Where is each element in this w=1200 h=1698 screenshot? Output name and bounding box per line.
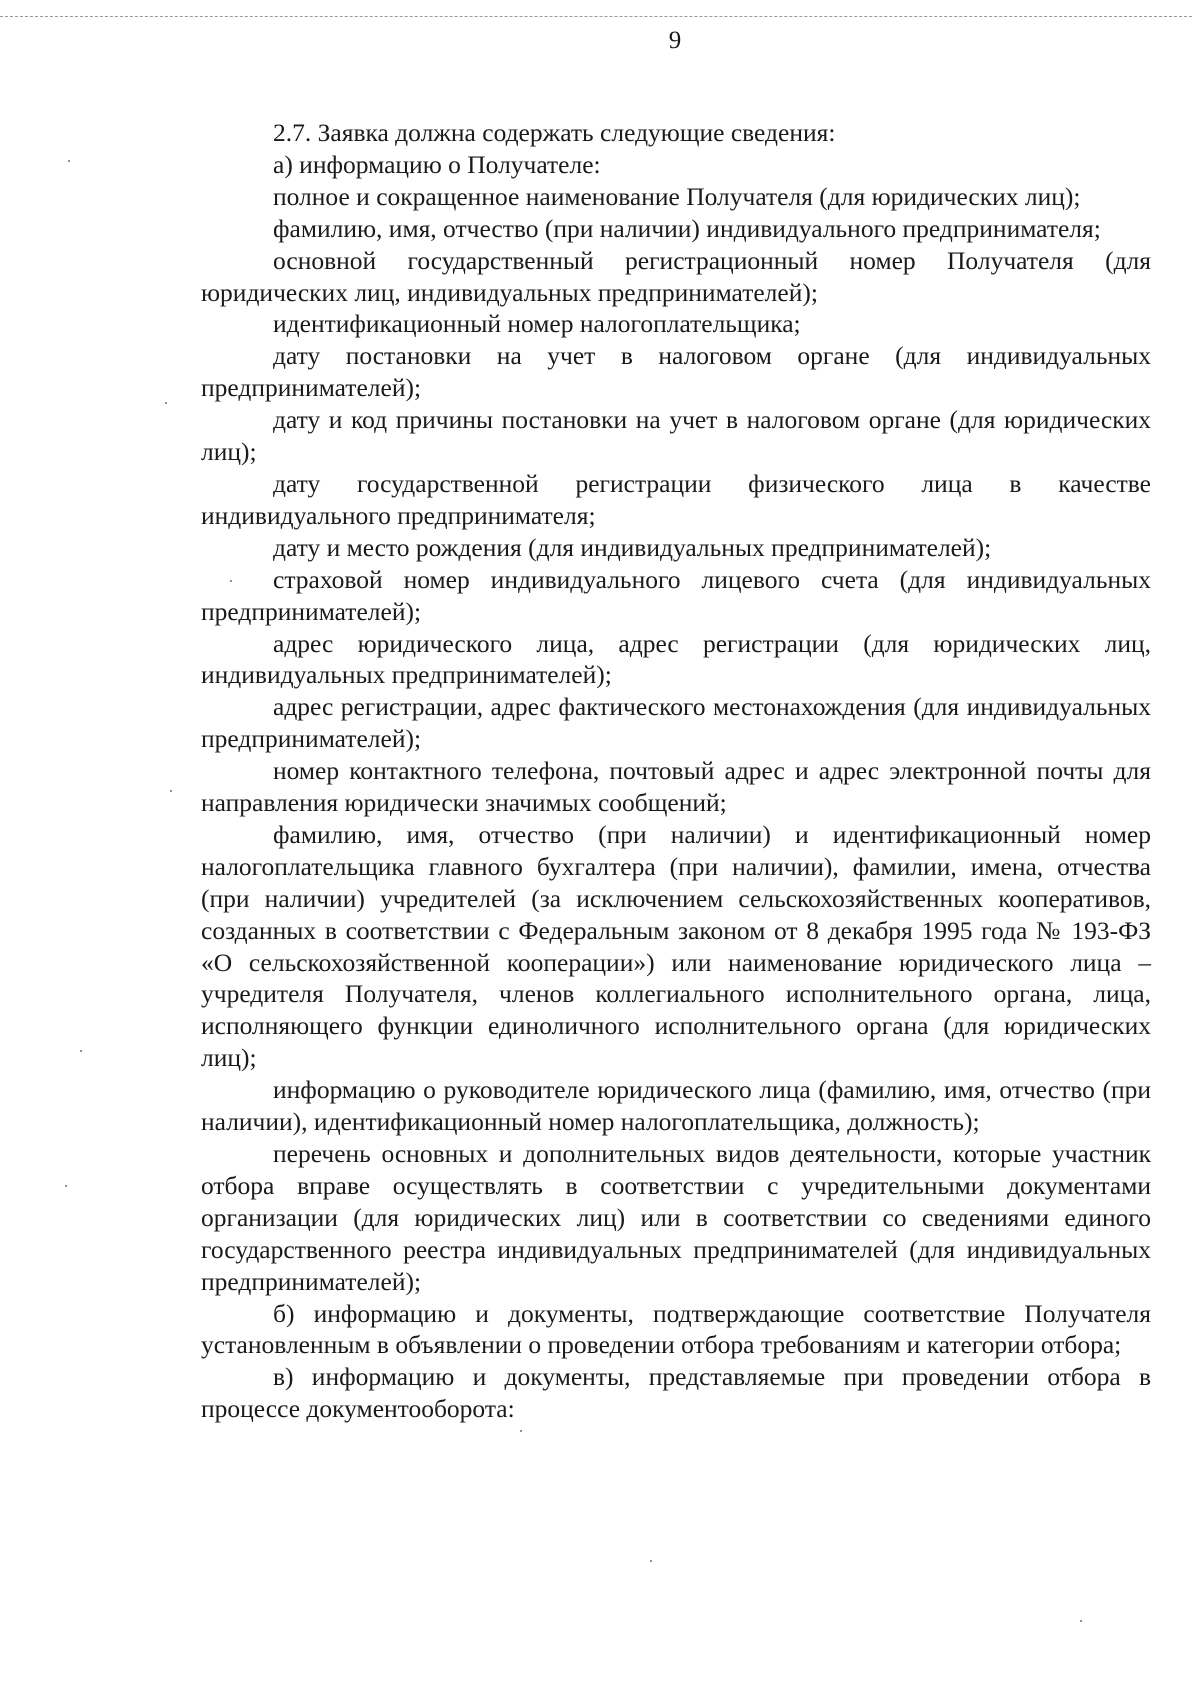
paragraph-accountant-founders: фамилию, имя, отчество (при наличии) и идентификационный номер налогоплательщика главного бухгалтера (при наличии), фамилии, имена, отчества (при наличии) учредителей (за исключением сельскохозяйственных кооперативов, созданных в соответствии с Федеральным законом от 8 декабря 1995 года № 193-ФЗ «О сельскохозяйственной кооперации») или наименование юридического лица – учредителя Получателя, членов коллегиального исполнительного органа, лица, исполняющего функции единоличного исполнительного органа (для юридических лиц); <box>201 819 1151 1073</box>
document-body <box>201 117 1151 1425</box>
scan-speck <box>80 1050 82 1052</box>
paragraph-head-info: информацию о руководителе юридического лица (фамилию, имя, отчество (при наличии), идентификационный номер налогоплательщика, должность); <box>201 1075 1151 1137</box>
paragraph-tax-registration-reason: дату и код причины постановки на учет в налоговом органе (для юридических лиц); <box>201 405 1151 467</box>
paragraph-actual-address: адрес регистрации, адрес фактического местонахождения (для индивидуальных предпринимателей); <box>201 692 1151 754</box>
paragraph-tax-registration-date: дату постановки на учет в налоговом органе (для индивидуальных предпринимателей); <box>201 341 1151 403</box>
paragraph-entrepreneur-name: фамилию, имя, отчество (при наличии) индивидуального предпринимателя; <box>273 213 1101 243</box>
paragraph-full-short-name: полное и сокращенное наименование Получателя (для юридических лиц); <box>273 181 1081 211</box>
paragraph-activities-list: перечень основных и дополнительных видов деятельности, которые участник отбора вправе осуществлять в соответствии с учредительными документами организации (для юридических лиц) или в соответствии со сведениями единого государственного реестра индивидуальных предпринимателей (для индивидуальных предпринимателей); <box>201 1139 1151 1296</box>
paragraph-ogrn: основной государственный регистрационный номер Получателя (для юридических лиц, индивидуальных предпринимателей); <box>201 245 1151 307</box>
paragraph-snils: страховой номер индивидуального лицевого счета (для индивидуальных предпринимателей); <box>201 564 1151 626</box>
scan-speck <box>230 580 232 582</box>
scan-speck <box>65 1185 67 1187</box>
scan-speck <box>170 790 172 792</box>
paragraph-item-a: а) информацию о Получателе: <box>273 149 601 179</box>
page-number: 9 <box>668 27 682 54</box>
scan-speck <box>650 1560 652 1562</box>
paragraph-item-v: в) информацию и документы, представляемые при проведении отбора в процессе документооборота: <box>201 1362 1151 1424</box>
paragraph-inn: идентификационный номер налогоплательщика; <box>273 309 801 339</box>
paragraph-contacts: номер контактного телефона, почтовый адрес и адрес электронной почты для направления юридически значимых сообщений; <box>201 756 1151 818</box>
scan-speck <box>1080 1620 1082 1622</box>
scan-speck <box>68 160 70 162</box>
scan-speck <box>520 1430 522 1432</box>
paragraph-state-registration-date: дату государственной регистрации физического лица в качестве индивидуального предпринимателя; <box>201 468 1151 530</box>
paragraph-2-7-heading: 2.7. Заявка должна содержать следующие сведения: <box>273 118 836 147</box>
paragraph-legal-address: адрес юридического лица, адрес регистрации (для юридических лиц, индивидуальных предпринимателей); <box>201 628 1151 690</box>
paragraph-item-b: б) информацию и документы, подтверждающие соответствие Получателя установленным в объявлении о проведении отбора требованиям и категории отбора; <box>201 1298 1151 1360</box>
scan-speck <box>165 402 167 404</box>
paragraph-birth-date-place: дату и место рождения (для индивидуальных предпринимателей); <box>273 532 992 562</box>
scan-top-edge-line <box>0 16 1192 17</box>
